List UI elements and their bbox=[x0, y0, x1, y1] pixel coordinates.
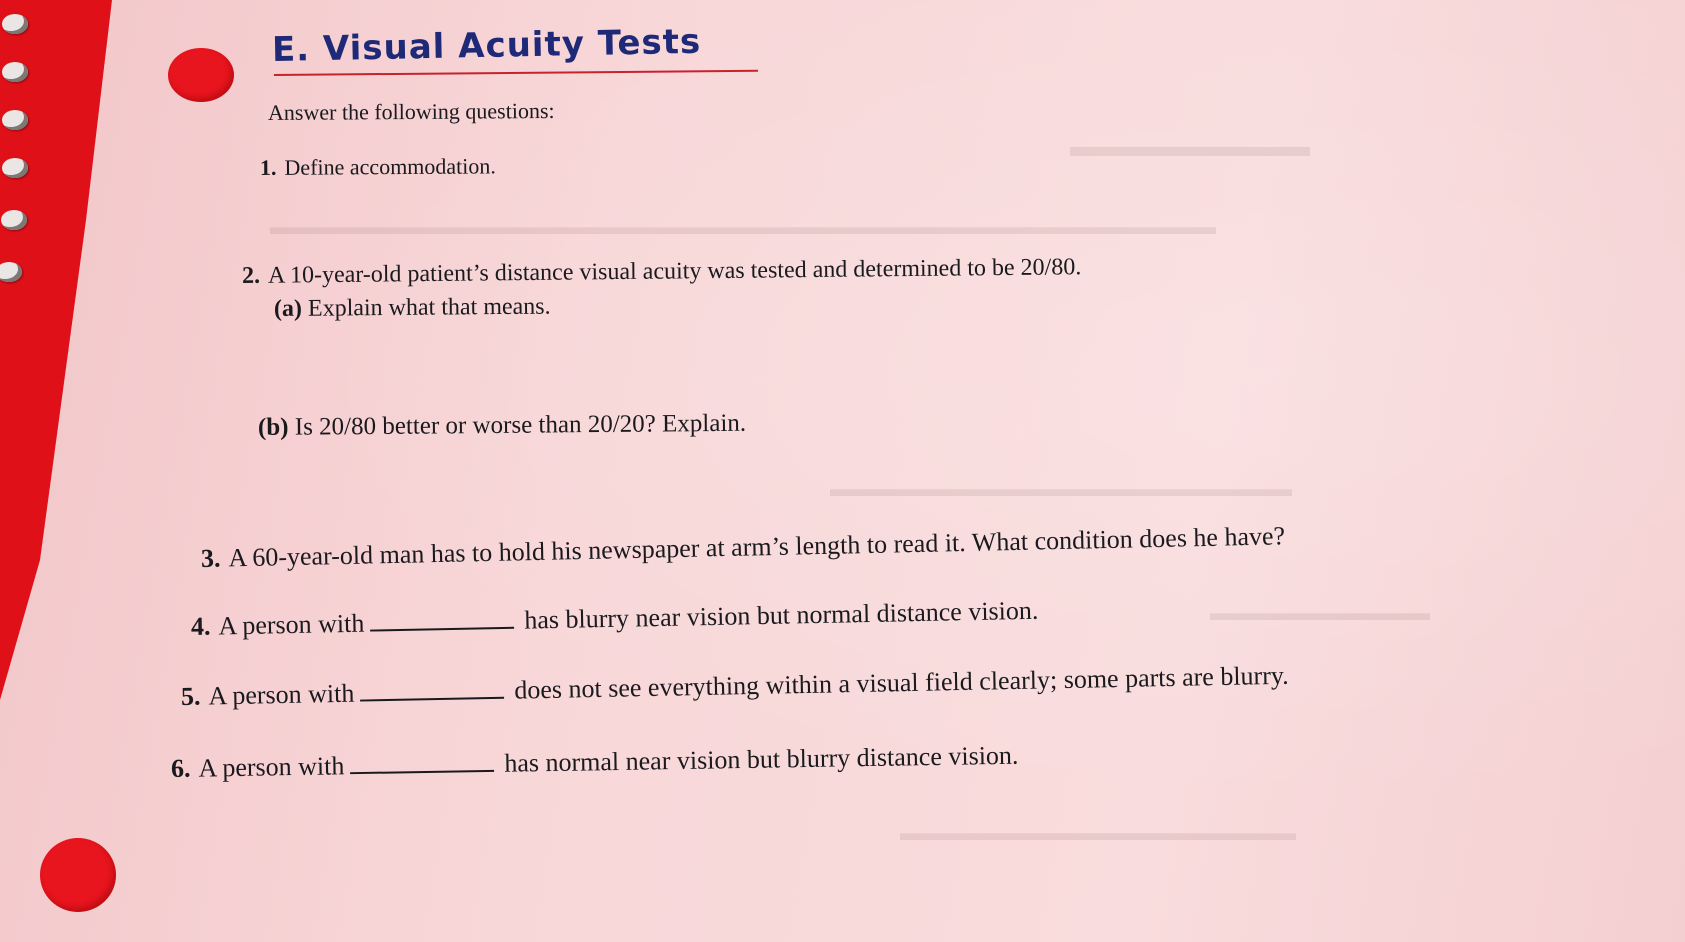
question-2a bbox=[274, 294, 551, 323]
question-number: 3. bbox=[200, 543, 221, 573]
bleed-through-mark: ▬▬▬▬▬▬▬▬▬▬▬▬▬▬▬▬▬▬ bbox=[900, 820, 1296, 845]
bleed-through-mark: ▬▬▬▬▬▬▬▬▬▬▬▬▬▬▬▬▬▬▬▬▬▬▬▬▬▬▬▬▬▬▬▬▬▬▬▬▬▬▬▬▬▬▬ bbox=[270, 214, 1216, 239]
bleed-through-mark: ▬▬▬▬▬▬▬▬▬▬ bbox=[1210, 600, 1430, 625]
spiral-ring bbox=[2, 158, 28, 178]
question-3 bbox=[201, 521, 1286, 574]
question-number: 5. bbox=[180, 681, 201, 711]
question-number: 2. bbox=[241, 262, 261, 289]
question-text: A 10-year-old patient’s distance visual acuity was tested and determined to be 20/80. bbox=[267, 254, 1082, 289]
title-underline bbox=[274, 70, 758, 76]
spiral-ring bbox=[1, 210, 27, 230]
red-punch-dot bbox=[168, 48, 234, 102]
question-1 bbox=[260, 153, 496, 181]
answer-blank[interactable] bbox=[370, 626, 514, 632]
question-6 bbox=[171, 741, 1019, 784]
bleed-through-mark: ▬▬▬▬▬▬▬▬▬▬▬▬▬▬▬▬▬▬▬▬▬ bbox=[830, 476, 1292, 501]
question-text: Define accommodation. bbox=[284, 153, 496, 180]
question-text: A 60-year-old man has to hold his newspaper at arm’s length to read it. What condition does he have? bbox=[228, 521, 1286, 573]
part-label: (a) bbox=[273, 295, 303, 322]
bleed-through-mark: ▬▬▬▬▬▬▬▬ bbox=[1070, 130, 1310, 163]
answer-blank[interactable] bbox=[350, 769, 494, 774]
question-text-after: has blurry near vision but normal distance vision. bbox=[524, 595, 1039, 635]
instructions: Answer the following questions: bbox=[267, 97, 555, 125]
question-2 bbox=[242, 254, 1082, 290]
question-text-before: A person with bbox=[218, 608, 365, 641]
red-punch-dot bbox=[40, 838, 116, 912]
question-text-after: has normal near vision but blurry distance vision. bbox=[504, 740, 1019, 778]
question-2b bbox=[258, 410, 746, 442]
question-text-before: A person with bbox=[198, 751, 345, 783]
part-text: Is 20/80 better or worse than 20/20? Explain. bbox=[294, 409, 747, 441]
spiral-ring bbox=[2, 110, 28, 130]
answer-blank[interactable] bbox=[360, 696, 504, 702]
spiral-ring bbox=[2, 14, 28, 34]
question-text-before: A person with bbox=[208, 678, 355, 711]
question-4 bbox=[191, 596, 1039, 642]
question-text-after: does not see everything within a visual field clearly; some parts are blurry. bbox=[514, 660, 1289, 705]
question-number: 4. bbox=[190, 611, 211, 641]
red-binding-strip bbox=[0, 0, 112, 942]
question-number: 6. bbox=[170, 753, 191, 783]
section-title: E. Visual Acuity Tests bbox=[271, 21, 702, 70]
part-text: Explain what that means. bbox=[307, 293, 551, 322]
spiral-ring bbox=[2, 62, 28, 82]
question-number: 1. bbox=[259, 154, 277, 180]
part-label: (b) bbox=[257, 413, 289, 441]
question-5 bbox=[181, 661, 1289, 712]
